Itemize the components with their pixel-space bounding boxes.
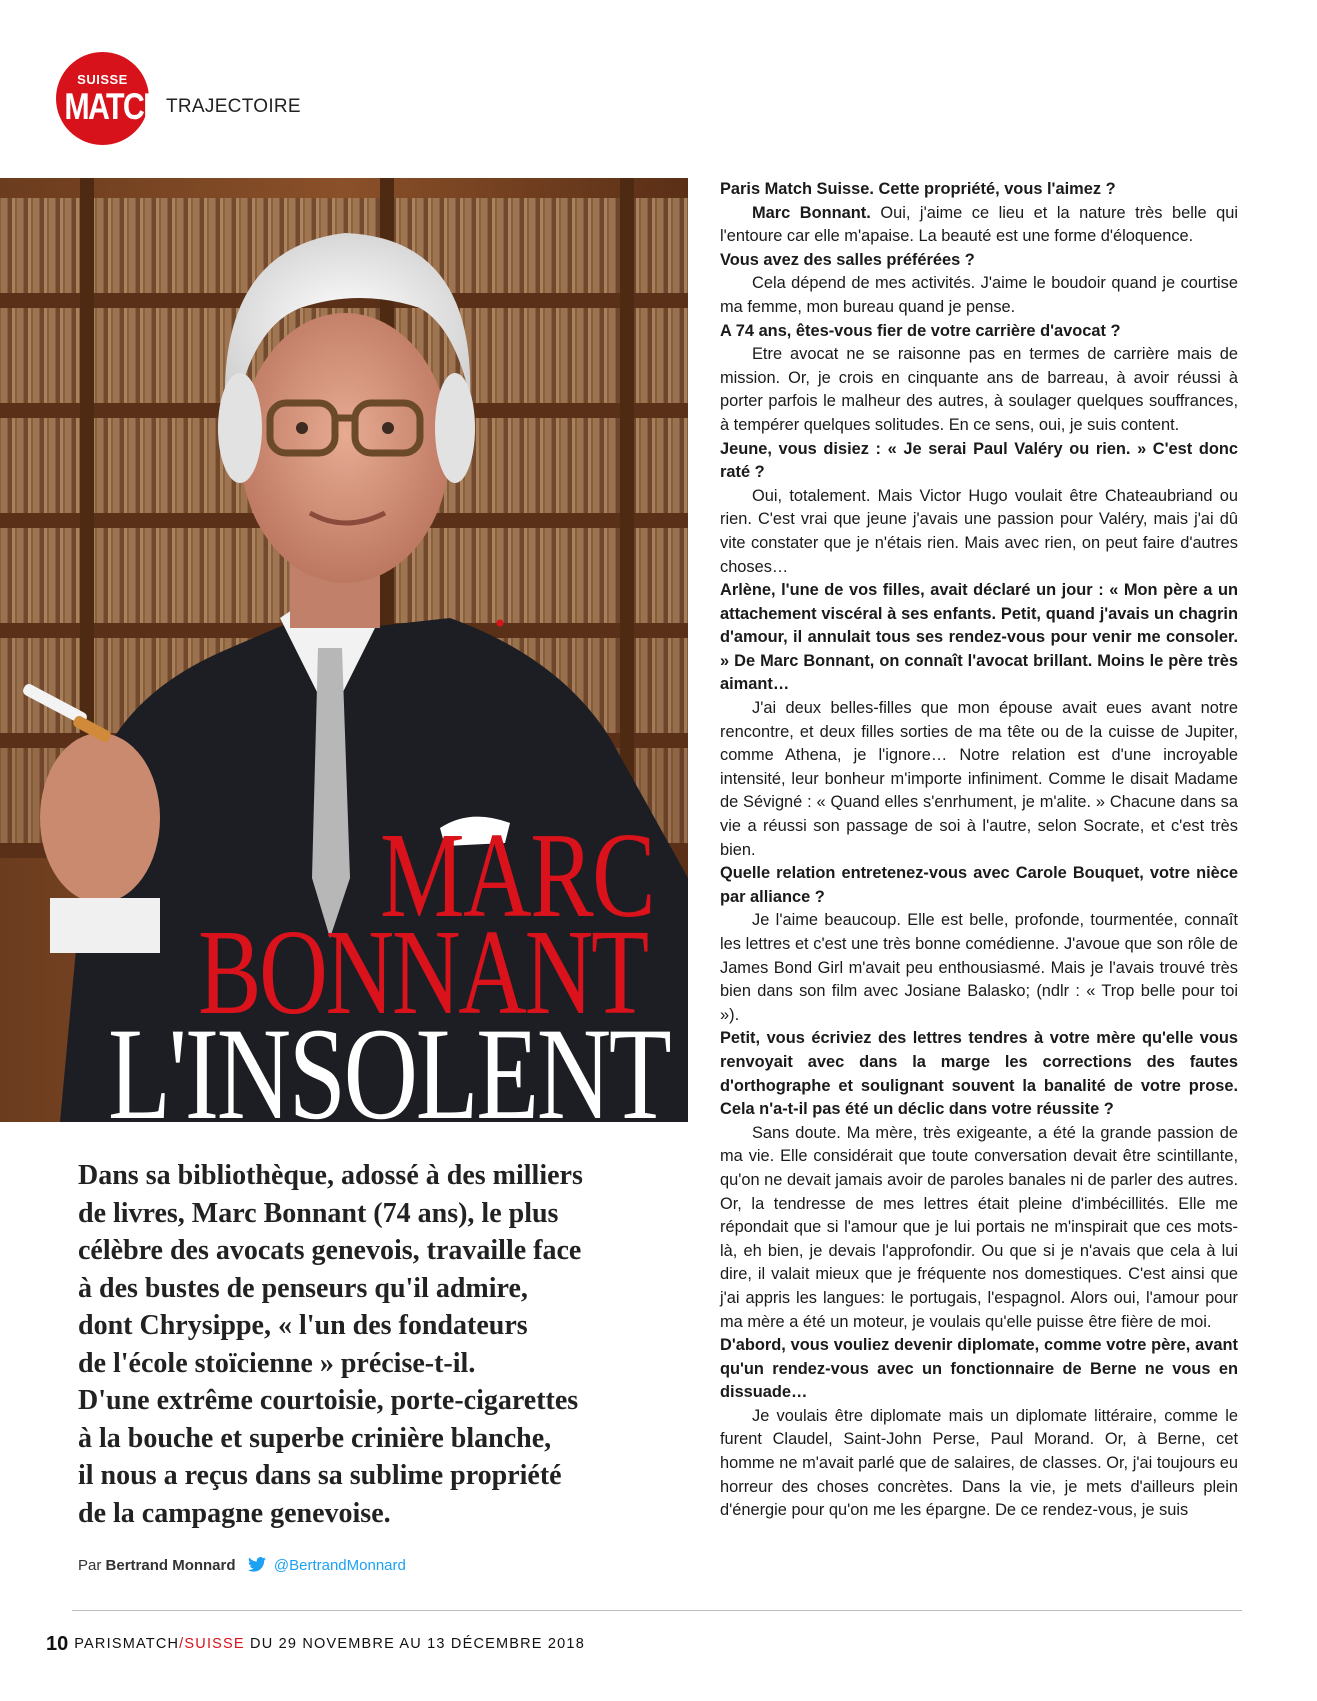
issue-dates: DU 29 NOVEMBRE AU 13 DÉCEMBRE 2018	[244, 1636, 585, 1652]
page-number: 10	[46, 1633, 69, 1655]
lead-line: de livres, Marc Bonnant (74 ans), le plus	[78, 1197, 559, 1229]
question: Vous avez des salles préférées ?	[720, 250, 975, 269]
footer-divider	[72, 1610, 1242, 1611]
section-label: TRAJECTOIRE	[166, 96, 301, 117]
answer-text: Oui, j'aime ce lieu et la nature très belle qui l'entoure car elle m'apaise. La beauté est une forme d'éloquence.	[720, 203, 1238, 246]
byline-prefix: Par	[78, 1557, 102, 1574]
lead-line: Dans sa bibliothèque, adossé à des milliers	[78, 1160, 583, 1191]
logo-bottom-text: MATCH	[64, 86, 164, 127]
question: D'abord, vous vouliez devenir diplomate, comme votre père, avant qu'un rendez-vous avec un fonctionnaire de Berne ne vous en dissuade…	[720, 1336, 1238, 1402]
answer: Oui, totalement. Mais Victor Hugo voulait être Chateaubriand ou rien. C'est vrai que jeune j'avais une passion pour Valéry, mais j'ai dû vite constater que je n'étais rien. Mais avec rien, on peut faire d'autres choses…	[720, 486, 1238, 576]
question: Quelle relation entretenez-vous avec Carole Bouquet, votre nièce par alliance ?	[720, 864, 1238, 906]
interviewee-name: Marc Bonnant.	[752, 203, 871, 222]
question: Arlène, l'une de vos filles, avait déclaré un jour : « Mon père a un attachement viscéral à ses enfants. Petit, quand j'avais un chagrin d'amour, il annulait tous ses rendez-vous pour venir me consoler. » De Marc Bonnant, on connaît l'avocat brillant. Moins le père très aimant…	[720, 581, 1238, 694]
headline-marc: MARC	[380, 808, 655, 943]
answer: Cela dépend de mes activités. J'aime le boudoir quand je courtise ma femme, mon bureau quand je pense.	[720, 274, 1238, 316]
interview-column	[720, 178, 1238, 1523]
lead-line: à des bustes de penseurs qu'il admire,	[78, 1272, 528, 1304]
folio-slash: /	[179, 1636, 185, 1652]
suisse-match-logo	[56, 52, 164, 145]
answer: Sans doute. Ma mère, très exigeante, a été la grande passion de ma vie. Elle considérait que toute conversation devait être scintillante, qu'on ne devait jamais avoir de paroles banales ni de parler des autres. Or, la tendresse de mes lettres était pleine d'imbécillités. Elle me répondait que si l'amour que je lui portais ne m'inspirait que ces mots-là, eh bien, je devais l'approfondir. Ou que si je n'avais que cela à lui dire, il valait mieux que je fréquente nos domestiques. C'est ainsi que j'ai appris les langues: le portugais, l'espagnol. Alors oui, l'amour pour ma mère a été un moteur, je voulais qu'elle puisse être fière de moi.	[720, 1123, 1238, 1331]
lead-line: il nous a reçus dans sa sublime propriété	[78, 1460, 562, 1491]
lead-line: à la bouche et superbe crinière blanche,	[78, 1422, 552, 1454]
answer	[720, 202, 1238, 249]
question: Jeune, vous disiez : « Je serai Paul Valéry ou rien. » C'est donc raté ?	[720, 439, 1238, 482]
question: Petit, vous écriviez des lettres tendres à votre mère qu'elle vous renvoyait avec dans la marge les corrections des fautes d'orthographe et soulignant souvent la banalité de votre prose. Cela n'a-t-il pas été un déclic dans votre réussite ?	[720, 1029, 1238, 1119]
edition-name: SUISSE	[184, 1636, 245, 1652]
byline-author: Bertrand Monnard	[105, 1557, 236, 1574]
twitter-handle-link[interactable]: @BertrandMonnard	[273, 1557, 406, 1574]
magazine-name: PARISMATCH	[74, 1636, 180, 1652]
answer: Je voulais être diplomate mais un diplomate littéraire, comme le furent Claudel, Saint-John Perse, Paul Morand. Or, à Berne, cet homme ne m'avait parlé que de salaires, de classes. Or, j'ai toujours eu horreur des choses concrètes. Dans la vie, je mets d'ailleurs plein d'énergie pour qu'on me les épargne. De ce rendez-vous, je suis	[720, 1406, 1238, 1520]
headline-insolent: L'INSOLENT	[108, 1000, 670, 1147]
lead-paragraph	[78, 1157, 683, 1532]
twitter-bird-icon	[248, 1557, 266, 1572]
question: Paris Match Suisse. Cette propriété, vous l'aimez ?	[720, 180, 1116, 198]
page-folio	[46, 1633, 585, 1656]
answer: Je l'aime beaucoup. Elle est belle, profonde, tourmentée, connaît les lettres et c'est une très bonne comédienne. J'avoue que son rôle de James Bond Girl m'avait peu enthousiasmé. Mais je l'avais trouvé très bien dans son film avec Josiane Balasko; (ndlr : « Trop belle pour toi »).	[720, 911, 1238, 1024]
question: A 74 ans, êtes-vous fier de votre carrière d'avocat ?	[720, 321, 1121, 340]
lead-line: D'une extrême courtoisie, porte-cigarettes	[78, 1385, 579, 1416]
logo-top-text: SUISSE	[77, 72, 128, 87]
answer: J'ai deux belles-filles que mon épouse avait eues avant notre rencontre, et deux filles sorties de ma tête ou de la cuisse de Jupiter, comme Athena, je l'ignore… Notre relation est d'une incroyable intensité, leur bonheur m'importe infiniment. Comme le disait Madame de Sévigné : « Quand elles s'enrhument, je m'alite. » Chacune dans sa vie a réussi son passage de soi à l'autre, selon Socrate, et c'est très bien.	[720, 699, 1238, 859]
answer: Etre avocat ne se raisonne pas en termes de carrière mais de mission. Or, je crois en cinquante ans de barreau, à avoir réussi à porter parfois le malheur des autres, à soulager quelques souffrances, à tempérer quelques solitudes. En ce sens, oui, je suis content.	[720, 345, 1238, 434]
lead-line: de la campagne genevoise.	[78, 1497, 391, 1529]
lead-line: célèbre des avocats genevois, travaille face	[78, 1235, 582, 1266]
headline-bonnant: BONNANT	[198, 905, 647, 1040]
lead-line: dont Chrysippe, « l'un des fondateurs	[78, 1310, 528, 1341]
lead-line: de l'école stoïcienne » précise-t-il.	[78, 1347, 476, 1379]
byline	[78, 1557, 406, 1574]
